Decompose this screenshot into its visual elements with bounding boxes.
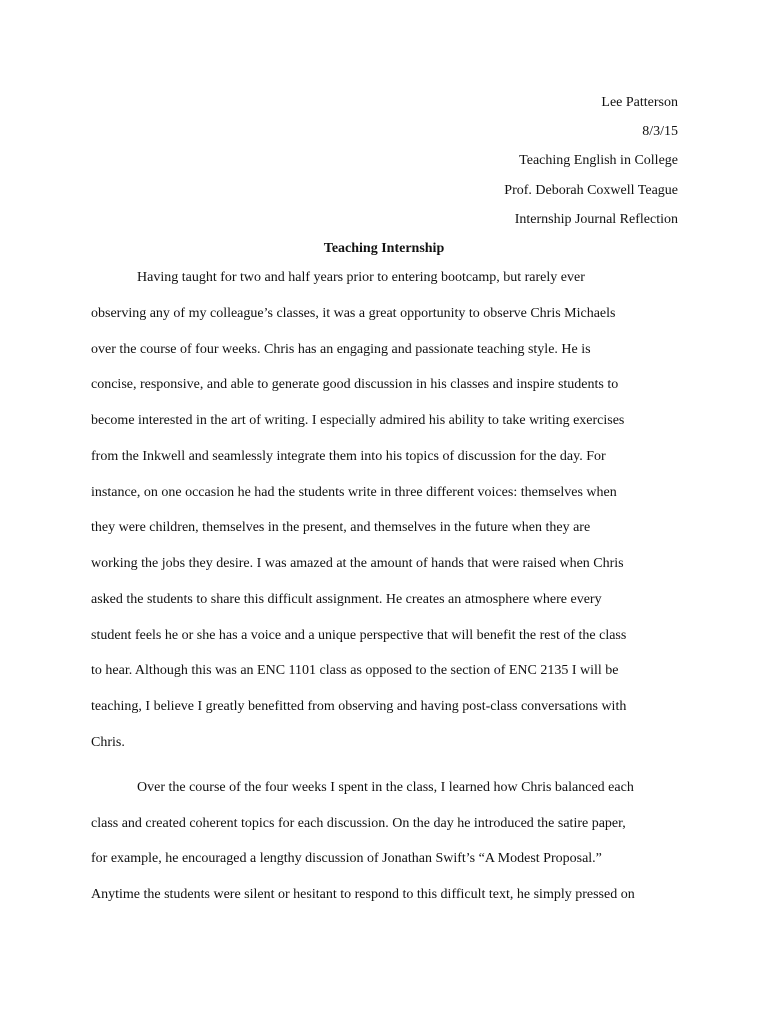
paragraph-line: teaching, I believe I greatly benefitted from observing and having post-class conversations with bbox=[91, 699, 627, 714]
header-assignment: Internship Journal Reflection bbox=[514, 212, 678, 227]
paragraph-line: Having taught for two and half years prior to entering bootcamp, but rarely ever bbox=[137, 270, 585, 285]
paragraph-line: Anytime the students were silent or hesitant to respond to this difficult text, he simply pressed on bbox=[91, 887, 635, 902]
paragraph-line: student feels he or she has a voice and a unique perspective that will benefit the rest of the class bbox=[91, 628, 627, 643]
paragraph-line: over the course of four weeks. Chris has an engaging and passionate teaching style. He is bbox=[91, 342, 591, 357]
paragraph-line: Over the course of the four weeks I spent in the class, I learned how Chris balanced each bbox=[137, 780, 634, 795]
paragraph-line: to hear. Although this was an ENC 1101 class as opposed to the section of ENC 2135 I will be bbox=[91, 663, 619, 678]
paragraph-line: from the Inkwell and seamlessly integrate them into his topics of discussion for the day. For bbox=[91, 449, 606, 464]
paragraph-line: Chris. bbox=[91, 735, 125, 750]
document-title: Teaching Internship bbox=[323, 241, 445, 256]
paragraph-line: observing any of my colleague’s classes, it was a great opportunity to observe Chris Michaels bbox=[91, 306, 616, 321]
paragraph-line: instance, on one occasion he had the students write in three different voices: themselves when bbox=[91, 485, 617, 500]
header-course: Teaching English in College bbox=[519, 153, 678, 168]
paragraph-line: asked the students to share this difficult assignment. He creates an atmosphere where every bbox=[91, 592, 602, 607]
header-professor: Prof. Deborah Coxwell Teague bbox=[504, 183, 678, 198]
header-author: Lee Patterson bbox=[601, 95, 678, 110]
paragraph-line: working the jobs they desire. I was amazed at the amount of hands that were raised when Chris bbox=[91, 556, 624, 571]
paragraph-line: concise, responsive, and able to generate good discussion in his classes and inspire students to bbox=[91, 377, 619, 392]
paragraph-line: they were children, themselves in the present, and themselves in the future when they are bbox=[91, 520, 591, 535]
paragraph-line: for example, he encouraged a lengthy discussion of Jonathan Swift’s “A Modest Proposal.” bbox=[91, 851, 602, 866]
paragraph-line: become interested in the art of writing. I especially admired his ability to take writing exercises bbox=[91, 413, 625, 428]
header-date: 8/3/15 bbox=[642, 124, 678, 139]
paragraph-line: class and created coherent topics for each discussion. On the day he introduced the satire paper, bbox=[91, 816, 626, 831]
